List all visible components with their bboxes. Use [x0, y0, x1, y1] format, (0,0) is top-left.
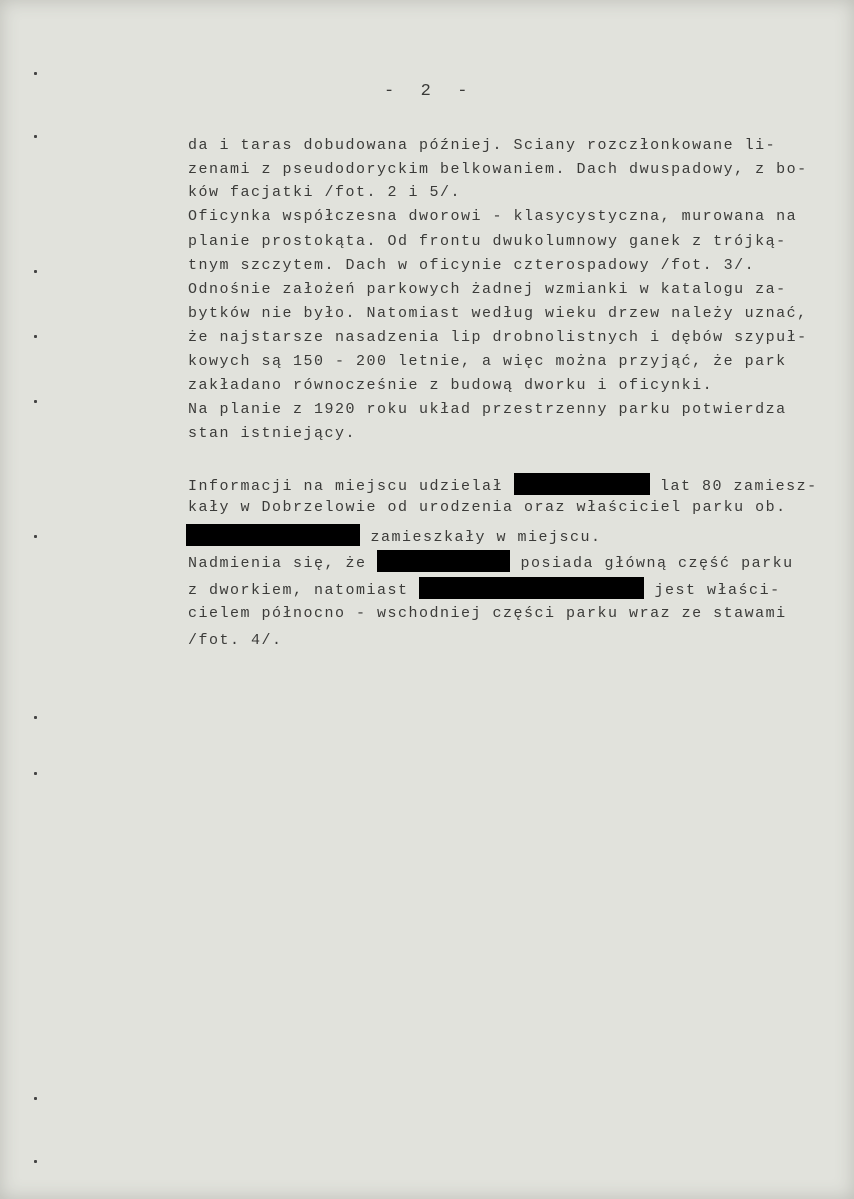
text-segment: lat 80 zamiesz- [649, 478, 818, 495]
text-line [186, 524, 602, 544]
text-line: zenami z pseudodoryckim belkowaniem. Dach dwuspadowy, z bo- [188, 161, 808, 178]
text-line: Odnośnie założeń parkowych żadnej wzmianki w katalogu za- [188, 281, 787, 298]
text-line [188, 550, 794, 570]
redaction-box [419, 577, 644, 599]
text-line: że najstarsze nasadzenia lip drobnolistnych i dębów szypuł- [188, 329, 808, 346]
text-line: bytków nie było. Natomiast według wieku drzew należy uznać, [188, 305, 808, 322]
text-line: da i taras dobudowana później. Sciany rozczłonkowane li- [188, 137, 777, 154]
margin-mark [34, 135, 37, 138]
text-line: kały w Dobrzelowie od urodzenia oraz właściciel parku ob. [188, 499, 787, 516]
text-segment: posiada główną część parku [510, 555, 794, 572]
text-segment: Nadmienia się, że [188, 555, 378, 572]
redaction-box [377, 550, 510, 572]
text-line [188, 577, 781, 597]
text-segment: Informacji na miejscu udzielał [188, 478, 514, 495]
text-line: planie prostokąta. Od frontu dwukolumnowy ganek z trójką- [188, 233, 787, 250]
text-line: Oficynka współczesna dworowi - klasycystyczna, murowana na [188, 208, 798, 225]
text-line [188, 473, 818, 493]
margin-mark [34, 1097, 37, 1100]
text-line: stan istniejący. [188, 425, 357, 442]
margin-mark [34, 716, 37, 719]
text-line: /fot. 4/. [188, 632, 283, 649]
text-line: tnym szczytem. Dach w oficynie czterospadowy /fot. 3/. [188, 257, 756, 274]
margin-mark [34, 335, 37, 338]
page-number: - 2 - [384, 82, 470, 101]
text-line: cielem północno - wschodniej części parku wraz ze stawami [188, 605, 787, 622]
redaction-box [514, 473, 650, 495]
margin-mark [34, 772, 37, 775]
text-line: kowych są 150 - 200 letnie, a więc można przyjąć, że park [188, 353, 787, 370]
margin-mark [34, 72, 37, 75]
text-line: ków facjatki /fot. 2 i 5/. [188, 184, 462, 201]
text-segment: jest właści- [644, 582, 781, 599]
margin-mark [34, 400, 37, 403]
margin-mark [34, 1160, 37, 1163]
margin-mark [34, 535, 37, 538]
redaction-box [186, 524, 360, 546]
text-segment: z dworkiem, natomiast [188, 582, 420, 599]
margin-mark [34, 270, 37, 273]
text-segment: zamieszkały w miejscu. [360, 529, 602, 546]
text-line: zakładano równocześnie z budową dworku i oficynki. [188, 377, 714, 394]
text-line: Na planie z 1920 roku układ przestrzenny parku potwierdza [188, 401, 787, 418]
